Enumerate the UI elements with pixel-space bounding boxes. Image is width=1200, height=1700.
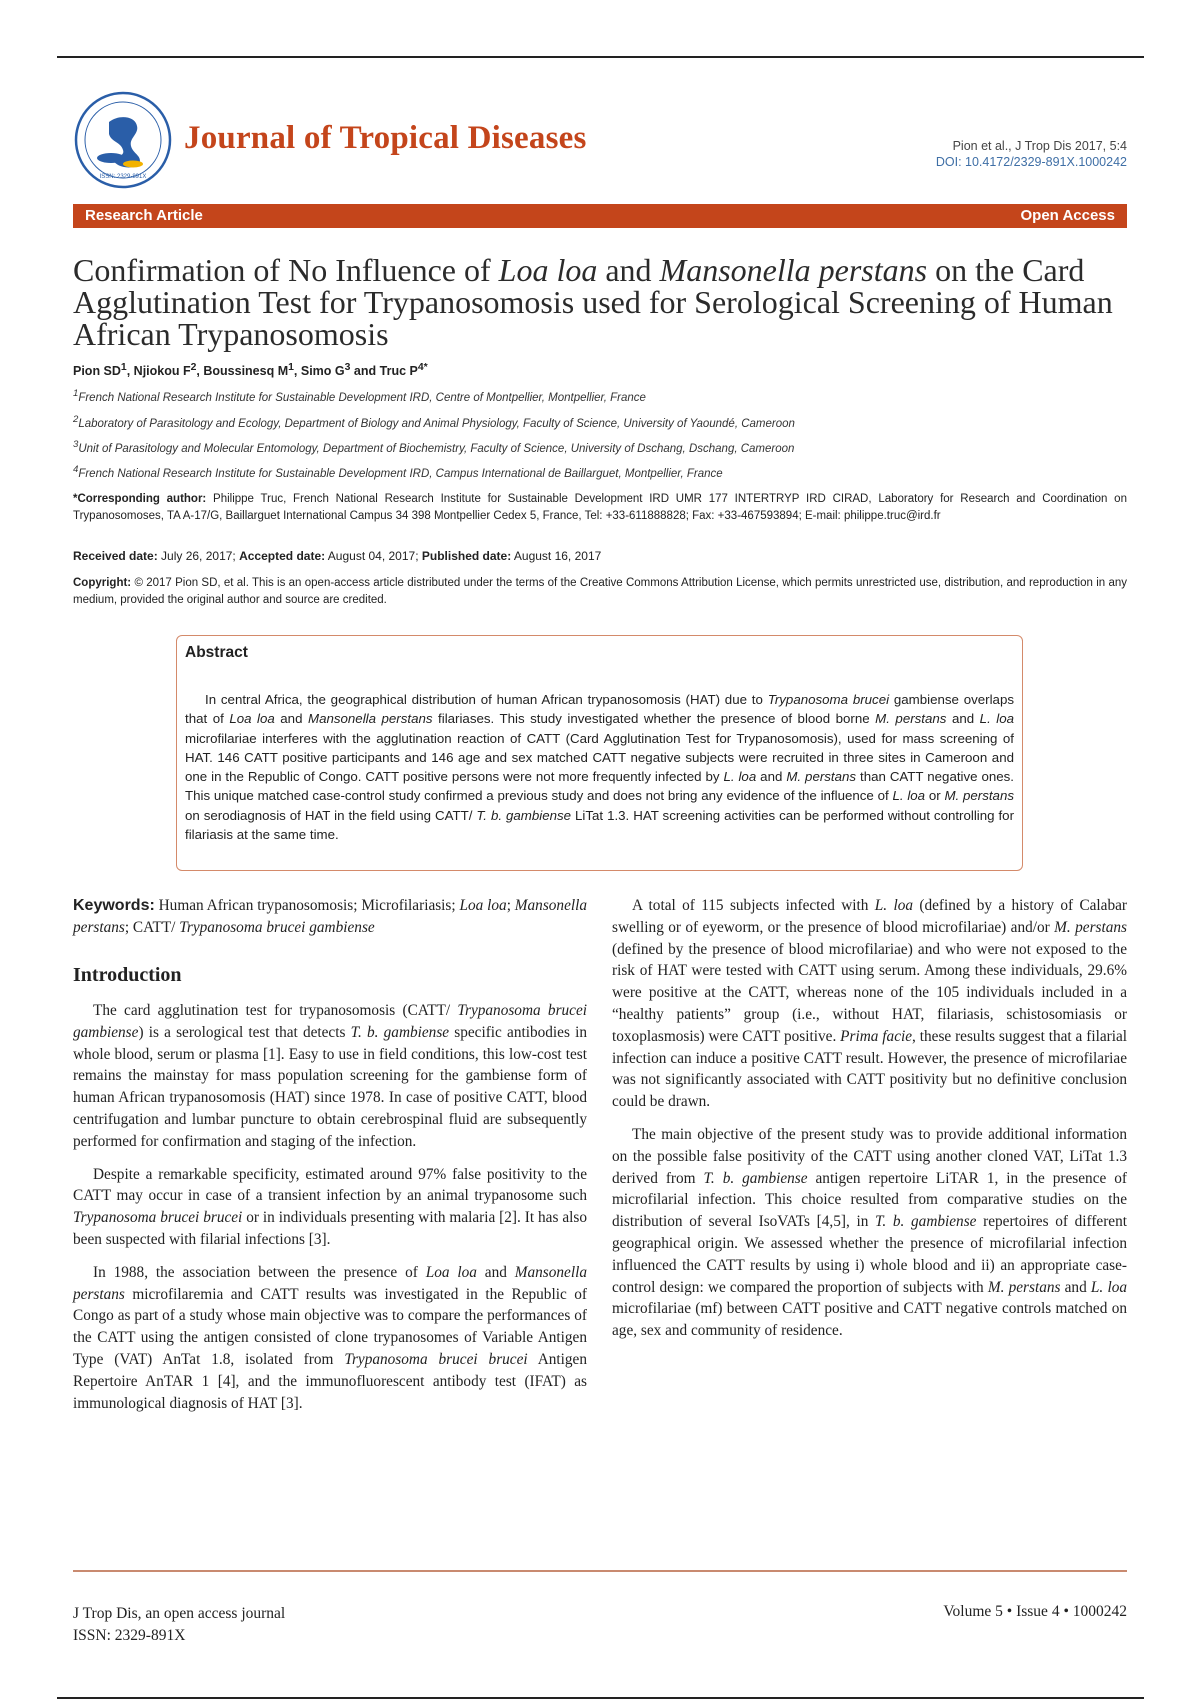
bottom-rule [57, 1697, 1144, 1699]
author: Pion SD [73, 364, 121, 379]
introduction-heading: Introduction [73, 964, 182, 986]
author: Boussinesq M [203, 364, 289, 379]
article-type-label: Research Article [85, 207, 203, 224]
article-title: Confirmation of No Influence of Loa loa and Mansonella perstans on the Card Agglutination Test for Trypanosomosis used for Serological Screening of Human African Trypanosomosis [73, 252, 1113, 352]
journal-logo [73, 90, 173, 190]
affiliation: $^4$French National Research Institute for Sustainable Development IRD, Campus International de Baillarguet, Montpellier, France [73, 464, 723, 480]
journal-title: Journal of Tropical Diseases [184, 120, 587, 156]
citation: Pion et al., J Trop Dis 2017, 5:4 [952, 139, 1127, 153]
top-rule [57, 56, 1144, 58]
paragraph: The card agglutination test for trypanosomosis (CATT/ Trypanosoma brucei gambiense) is a serological test that detects T. b. gambiense specific antibodies in whole blood, serum or plasma [1]. Easy to use in field conditions, this low-cost test remains the mainstay for mass population screening for the gambiense form of human African trypanosomosis (HAT) since 1978. In case of positive CATT, blood centrifugation and lumbar puncture to obtain cerebrospinal fluid are subsequently performed for confirmation and staging of the infection. [73, 1002, 587, 1150]
abstract-text: In central Africa, the geographical distribution of human African trypanosomosis (HAT) due to Trypanosoma brucei gambiense overlaps that of Loa loa and Mansonella perstans filariases. This study investigated whether the presence of blood borne M. perstans and L. loa microfilariae interferes with the agglutination reaction of CATT (Card Agglutination Test for Trypanosomosis), used for mass screening of HAT. 146 CATT positive participants and 146 age and sex matched CATT negative subjects were recruited in three sites in Cameroon and one in the Republic of Congo. CATT positive persons were not more frequently infected by L. loa and M. perstans than CATT negative ones. This unique matched case-control study confirmed a previous study and does not bring any evidence of the influence of L. loa or M. perstans on serodiagnosis of HAT in the field using CATT/ T. b. gambiense LiTat 1.3. HAT screening activities can be performed without controlling for filariasis at the same time. [185, 692, 1015, 843]
logo-issn: ISSN: 2329-891X [99, 174, 147, 180]
footer-journal-info [73, 1603, 285, 1647]
affiliation: $^3$Unit of Parasitology and Molecular Entomology, Department of Biochemistry, Faculty of Science, University of Dschang, Dschang, Cameroon [73, 439, 795, 455]
footer-journal-name: J Trop Dis, an open access journal [73, 1605, 286, 1622]
article-dates: Received date: July 26, 2017; Accepted date: August 04, 2017; Published date: August 16, 2017 [73, 549, 602, 563]
footer-rule [73, 1570, 1127, 1572]
affiliation: $^1$French National Research Institute for Sustainable Development IRD, Centre of Montpellier, Montpellier, France [73, 388, 646, 404]
affiliation: $^2$Laboratory of Parasitology and Ecology, Department of Biology and Animal Physiology, Faculty of Science, University of Yaoundé, Cameroon [73, 414, 795, 430]
keywords: Keywords: Human African trypanosomosis; Microfilariasis; Loa loa; Mansonella perstans; CATT/ Trypanosoma brucei gambiense [73, 897, 588, 936]
copyright-notice: Copyright: © 2017 Pion SD, et al. This is an open-access article distributed under the terms of the Creative Commons Attribution License, which permits unrestricted use, distribution, and reproduction in any medium, provided the original author and source are credited. [73, 577, 1127, 606]
footer-issn: ISSN: 2329-891X [73, 1627, 186, 1644]
citation-block [807, 138, 1127, 170]
right-column-body [612, 895, 1127, 1353]
paragraph: In 1988, the association between the presence of Loa loa and Mansonella perstans microfilaremia and CATT results was investigated in the Republic of Congo as part of a study whose main objective was to compare the performances of the CATT using the antigen consisted of clone trypanosomes of Variable Antigen Type (VAT) AnTat 1.8, isolated from Trypanosoma brucei brucei Antigen Repertoire AnTAR 1 [4], and the immunofluorescent antibody test (IFAT) as immunological diagnosis of HAT [3]. [73, 1263, 587, 1412]
open-access-label: Open Access [1020, 207, 1115, 224]
footer-volume-info: Volume 5 • Issue 4 • 1000242 [943, 1603, 1127, 1620]
introduction-body [73, 1000, 587, 1425]
paragraph: Despite a remarkable specificity, estimated around 97% false positivity to the CATT may occur in case of a transient infection by an animal trypanosome such Trypanosoma brucei brucei or in individuals presenting with malaria [2]. It has also been suspected with filarial infections [3]. [73, 1165, 587, 1248]
abstract-heading: Abstract [185, 644, 248, 661]
paragraph: A total of 115 subjects infected with L. loa (defined by a history of Calabar swelling or of eyeworm, or the presence of blood microfilariae) and/or M. perstans (defined by the presence of blood microfilariae) and who were not exposed to the risk of HAT were tested with CATT using serum. Among these individuals, 29.6% were positive at the CATT, whereas none of the 105 individuals included in a “healthy patients” group (i.e., without HAT, filariasis, schistosomiasis or toxoplasmosis) were CATT positive. Prima facie, these results suggest that a filarial infection can induce a positive CATT result. However, the presence of microfilariae was not significantly associated with CATT positivity but no definitive conclusion could be drawn. [612, 897, 1128, 1111]
author: Simo G [300, 364, 345, 379]
article-type-banner [73, 204, 1127, 228]
author: Truc P [379, 364, 418, 379]
author-list: Pion $SD^1$, Njiokou $F^2$, Boussinesq $M^1$, Simo $G^3$ and Truc $P^{4*}$ [73, 362, 428, 379]
paragraph: The main objective of the present study was to provide additional information on the possible false positivity of the CATT using another cloned VAT, LiTat 1.3 derived from T. b. gambiense antigen repertoire LiTAR 1, in the presence of microfilarial infection. This choice resulted from comparative studies on the distribution of several IsoVATs [4,5], in T. b. gambiense repertoires of different geographical origin. We assessed whether the presence of microfilarial infection influenced the CATT results by using i) whole blood and ii) an appropriate case-control design: we compared the proportion of subjects with M. perstans and L. loa microfilariae (mf) between CATT positive and CATT negative controls matched on age, sex and community of residence. [612, 1125, 1127, 1340]
doi-link[interactable]: DOI: 10.4172/2329-891X.1000242 [935, 155, 1127, 169]
corresponding-author: *Corresponding author: Philippe Truc, French National Research Institute for Sustainable Development IRD UMR 177 INTERTRYP IRD CIRAD, Laboratory for Research and Coordination on Trypanosomoses, TA A-17/G, Baillarguet International Campus 34 398 Montpellier Cedex 5, France, Tel: +33-611888828; Fax: +33-467593894; E-mail: philippe.truc@ird.fr [73, 493, 1127, 522]
author: Njiokou F [133, 364, 191, 379]
